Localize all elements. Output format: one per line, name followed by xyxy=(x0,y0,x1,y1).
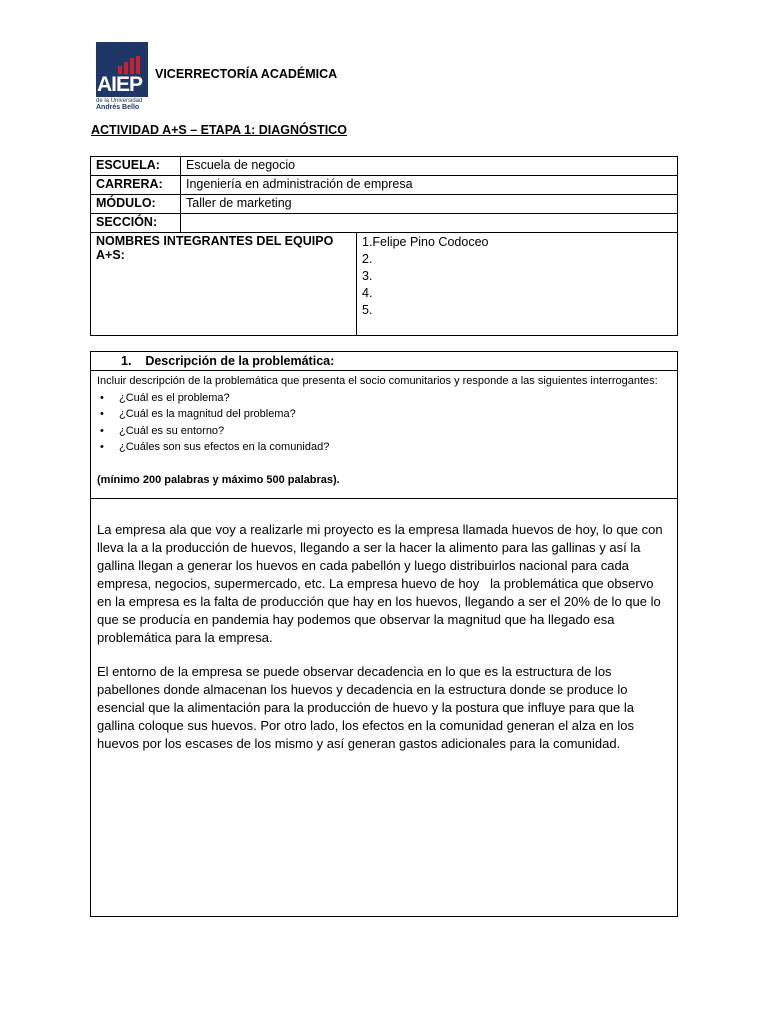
problem-instructions xyxy=(91,371,677,499)
list-item: • ¿Cuál es el problema? xyxy=(97,390,671,407)
instruction-text: Incluir descripción de la problemática que presenta el socio comunitarios y responde a las siguientes interrogantes: xyxy=(97,375,658,387)
problem-section xyxy=(90,351,678,917)
activity-title: ACTIVIDAD A+S – ETAPA 1: DIAGNÓSTICO xyxy=(91,123,347,137)
word-limits: (mínimo 200 palabras y máximo 500 palabras). xyxy=(97,473,340,486)
team-member-5: 5. xyxy=(362,303,373,317)
list-item: • ¿Cuáles son sus efectos en la comunidad? xyxy=(97,439,671,456)
school-value: Escuela de negocio xyxy=(181,157,678,176)
answer-paragraph-1: La empresa ala que voy a realizarle mi proyecto es la empresa llamada huevos de hoy, lo que con lleva la a la producción de huevos, llegando a ser la hacer la alimento para las gallinas y así la gallina llegan a generar los huevos en cada pabellón y luego distribuirlos nacional para cada empresa, negocios, supermercado, etc. La empresa huevo de hoy la problemática que observo en la empresa es la falta de producción que hay en los huevos, llegando a ser el 20% de lo que lo que se producía en pandemia hay podemos que observar la magnitud que ha llegado esa problemática para la empresa. xyxy=(97,522,667,645)
problem-answer xyxy=(91,499,677,753)
logo-emblem xyxy=(96,42,148,97)
module-label: MÓDULO: xyxy=(91,195,181,214)
section-label: SECCIÓN: xyxy=(91,214,181,233)
answer-paragraph-2: El entorno de la empresa se puede observar decadencia en lo que es la estructura de los pabellones donde almacenan los huevos y decadencia en la estructura donde se produce lo esencial que la alimentación para la producción de huevo y la postura que influye para que la gallina coloque sus huevos. Por otro lado, los efectos en la comunidad generan el alza en los huevos por los escases de los mismo y así generan gastos adicionales para la comunidad. xyxy=(97,664,634,751)
team-label: NOMBRES INTEGRANTES DEL EQUIPO A+S: xyxy=(91,233,357,336)
aiep-logo xyxy=(96,42,148,112)
question-list xyxy=(97,390,671,456)
career-label: CARRERA: xyxy=(91,176,181,195)
logo-subtitle: de la Universidad xyxy=(96,98,143,104)
module-value: Taller de marketing xyxy=(181,195,678,214)
career-value: Ingeniería en administración de empresa xyxy=(181,176,678,195)
team-member-3: 3. xyxy=(362,269,373,283)
team-member-4: 4. xyxy=(362,286,373,300)
team-member-1: 1.Felipe Pino Codoceo xyxy=(362,235,489,249)
table-row xyxy=(91,176,678,195)
team-members-list xyxy=(357,233,678,336)
problem-heading: 1. Descripción de la problemática: xyxy=(91,352,677,371)
logo-bars-icon xyxy=(118,56,144,74)
logo-university: Andrés Bello xyxy=(96,104,140,111)
info-table xyxy=(90,156,678,336)
section-value xyxy=(181,214,678,233)
table-row xyxy=(91,157,678,176)
team-member-2: 2. xyxy=(362,252,373,266)
table-row xyxy=(91,233,678,336)
table-row xyxy=(91,195,678,214)
institution-heading: VICERRECTORÍA ACADÉMICA xyxy=(155,67,338,81)
school-label: ESCUELA: xyxy=(91,157,181,176)
logo-word: AIEP xyxy=(97,73,143,96)
table-row xyxy=(91,214,678,233)
list-item: • ¿Cuál es su entorno? xyxy=(97,423,671,440)
list-item: • ¿Cuál es la magnitud del problema? xyxy=(97,406,671,423)
